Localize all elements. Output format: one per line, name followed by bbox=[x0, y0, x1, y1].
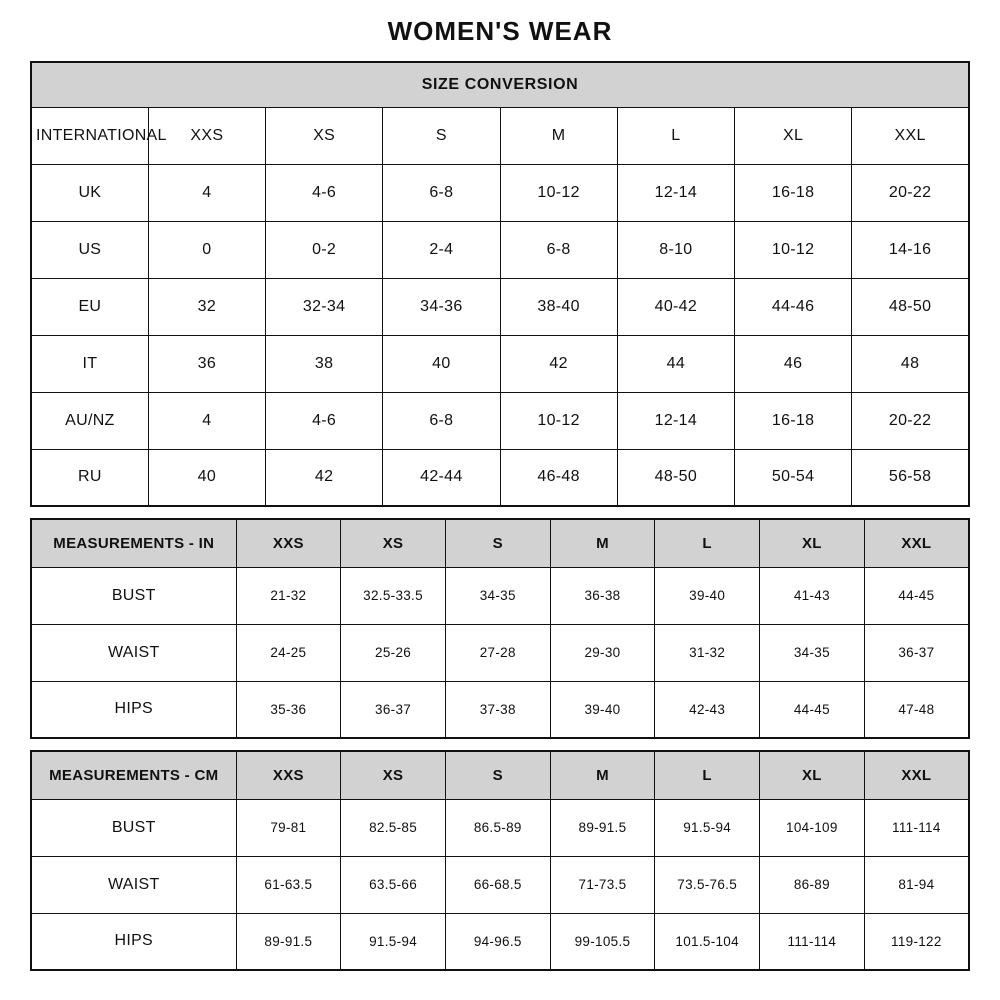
data-cell: 89-91.5 bbox=[236, 913, 341, 970]
row-label: BUST bbox=[31, 567, 236, 624]
data-cell: 63.5-66 bbox=[341, 856, 446, 913]
data-cell: 40 bbox=[383, 335, 500, 392]
data-cell: 42 bbox=[266, 449, 383, 506]
data-cell: 27-28 bbox=[445, 624, 550, 681]
data-cell: 66-68.5 bbox=[445, 856, 550, 913]
data-cell: 46 bbox=[735, 335, 852, 392]
table-row bbox=[31, 278, 969, 335]
column-header-xxs: XXS bbox=[236, 519, 341, 567]
table-row bbox=[31, 449, 969, 506]
data-cell: 14-16 bbox=[852, 221, 969, 278]
column-header-xl: XL bbox=[760, 751, 865, 799]
data-cell: 89-91.5 bbox=[550, 799, 655, 856]
data-cell: 42 bbox=[500, 335, 617, 392]
data-cell: 48 bbox=[852, 335, 969, 392]
column-header-s: S bbox=[445, 519, 550, 567]
column-header-m: M bbox=[550, 751, 655, 799]
page-title: WOMEN'S WEAR bbox=[387, 16, 613, 46]
header-row bbox=[31, 751, 969, 799]
data-cell: 4 bbox=[148, 164, 265, 221]
size-conversion-table bbox=[30, 61, 970, 507]
data-cell: 104-109 bbox=[760, 799, 865, 856]
data-cell: 40-42 bbox=[617, 278, 734, 335]
row-label: AU/NZ bbox=[31, 392, 148, 449]
data-cell: 20-22 bbox=[852, 164, 969, 221]
table-row bbox=[31, 913, 969, 970]
table-row bbox=[31, 567, 969, 624]
data-cell: 47-48 bbox=[864, 681, 969, 738]
data-cell: 94-96.5 bbox=[445, 913, 550, 970]
data-cell: 48-50 bbox=[852, 278, 969, 335]
data-cell: 36-38 bbox=[550, 567, 655, 624]
data-cell: 79-81 bbox=[236, 799, 341, 856]
data-cell: 82.5-85 bbox=[341, 799, 446, 856]
data-cell: 39-40 bbox=[550, 681, 655, 738]
column-header-m: M bbox=[550, 519, 655, 567]
column-header-xs: XS bbox=[341, 519, 446, 567]
data-cell: 31-32 bbox=[655, 624, 760, 681]
data-cell: 12-14 bbox=[617, 164, 734, 221]
data-cell: 10-12 bbox=[500, 392, 617, 449]
data-cell: 35-36 bbox=[236, 681, 341, 738]
row-label: RU bbox=[31, 449, 148, 506]
data-cell: 29-30 bbox=[550, 624, 655, 681]
row-label: UK bbox=[31, 164, 148, 221]
row-label: HIPS bbox=[31, 913, 236, 970]
data-cell: 44 bbox=[617, 335, 734, 392]
data-cell: 46-48 bbox=[500, 449, 617, 506]
data-cell: 4-6 bbox=[266, 164, 383, 221]
row-label: WAIST bbox=[31, 624, 236, 681]
table-row bbox=[31, 392, 969, 449]
row-label: BUST bbox=[31, 799, 236, 856]
data-cell: 34-35 bbox=[445, 567, 550, 624]
column-header-xxl: XXL bbox=[864, 519, 969, 567]
data-cell: 41-43 bbox=[760, 567, 865, 624]
column-header-measurements-cm: MEASUREMENTS - CM bbox=[31, 751, 236, 799]
column-header-l: L bbox=[617, 107, 734, 164]
data-cell: 71-73.5 bbox=[550, 856, 655, 913]
data-cell: 16-18 bbox=[735, 164, 852, 221]
data-cell: 44-45 bbox=[864, 567, 969, 624]
table-row bbox=[31, 221, 969, 278]
data-cell: 81-94 bbox=[864, 856, 969, 913]
column-header-s: S bbox=[383, 107, 500, 164]
header-row bbox=[31, 107, 969, 164]
data-cell: 32 bbox=[148, 278, 265, 335]
data-cell: 6-8 bbox=[500, 221, 617, 278]
table-row bbox=[31, 164, 969, 221]
data-cell: 24-25 bbox=[236, 624, 341, 681]
data-cell: 38-40 bbox=[500, 278, 617, 335]
data-cell: 34-36 bbox=[383, 278, 500, 335]
data-cell: 42-43 bbox=[655, 681, 760, 738]
size-conversion-title: SIZE CONVERSION bbox=[31, 62, 969, 107]
data-cell: 6-8 bbox=[383, 164, 500, 221]
data-cell: 73.5-76.5 bbox=[655, 856, 760, 913]
measurements-in-table bbox=[30, 518, 970, 739]
data-cell: 6-8 bbox=[383, 392, 500, 449]
column-header-xl: XL bbox=[735, 107, 852, 164]
table-row bbox=[31, 856, 969, 913]
row-label: US bbox=[31, 221, 148, 278]
column-header-xl: XL bbox=[760, 519, 865, 567]
data-cell: 99-105.5 bbox=[550, 913, 655, 970]
data-cell: 4 bbox=[148, 392, 265, 449]
data-cell: 119-122 bbox=[864, 913, 969, 970]
data-cell: 111-114 bbox=[864, 799, 969, 856]
column-header-international: INTERNATIONAL bbox=[31, 107, 148, 164]
measurements-in-body bbox=[31, 567, 969, 738]
table-row bbox=[31, 799, 969, 856]
column-header-l: L bbox=[655, 519, 760, 567]
data-cell: 36 bbox=[148, 335, 265, 392]
data-cell: 12-14 bbox=[617, 392, 734, 449]
data-cell: 91.5-94 bbox=[341, 913, 446, 970]
column-header-xxl: XXL bbox=[864, 751, 969, 799]
data-cell: 25-26 bbox=[341, 624, 446, 681]
data-cell: 61-63.5 bbox=[236, 856, 341, 913]
data-cell: 50-54 bbox=[735, 449, 852, 506]
row-label: EU bbox=[31, 278, 148, 335]
table-row bbox=[31, 335, 969, 392]
data-cell: 42-44 bbox=[383, 449, 500, 506]
data-cell: 39-40 bbox=[655, 567, 760, 624]
column-header-l: L bbox=[655, 751, 760, 799]
data-cell: 20-22 bbox=[852, 392, 969, 449]
data-cell: 48-50 bbox=[617, 449, 734, 506]
data-cell: 44-46 bbox=[735, 278, 852, 335]
data-cell: 32-34 bbox=[266, 278, 383, 335]
data-cell: 0 bbox=[148, 221, 265, 278]
data-cell: 38 bbox=[266, 335, 383, 392]
data-cell: 10-12 bbox=[500, 164, 617, 221]
data-cell: 111-114 bbox=[760, 913, 865, 970]
column-header-measurements-in: MEASUREMENTS - IN bbox=[31, 519, 236, 567]
table-row bbox=[31, 681, 969, 738]
data-cell: 44-45 bbox=[760, 681, 865, 738]
data-cell: 0-2 bbox=[266, 221, 383, 278]
column-header-s: S bbox=[445, 751, 550, 799]
column-header-xs: XS bbox=[341, 751, 446, 799]
column-header-xxl: XXL bbox=[852, 107, 969, 164]
data-cell: 34-35 bbox=[760, 624, 865, 681]
column-header-m: M bbox=[500, 107, 617, 164]
measurements-in-head bbox=[31, 519, 969, 567]
data-cell: 40 bbox=[148, 449, 265, 506]
column-header-xs: XS bbox=[266, 107, 383, 164]
data-cell: 36-37 bbox=[864, 624, 969, 681]
data-cell: 91.5-94 bbox=[655, 799, 760, 856]
row-label: HIPS bbox=[31, 681, 236, 738]
row-label: IT bbox=[31, 335, 148, 392]
data-cell: 16-18 bbox=[735, 392, 852, 449]
column-header-xxs: XXS bbox=[148, 107, 265, 164]
size-conversion-head bbox=[31, 62, 969, 164]
column-header-xxs: XXS bbox=[236, 751, 341, 799]
data-cell: 32.5-33.5 bbox=[341, 567, 446, 624]
data-cell: 2-4 bbox=[383, 221, 500, 278]
measurements-cm-body bbox=[31, 799, 969, 970]
data-cell: 8-10 bbox=[617, 221, 734, 278]
data-cell: 36-37 bbox=[341, 681, 446, 738]
data-cell: 86-89 bbox=[760, 856, 865, 913]
data-cell: 10-12 bbox=[735, 221, 852, 278]
data-cell: 101.5-104 bbox=[655, 913, 760, 970]
table-row bbox=[31, 624, 969, 681]
header-row bbox=[31, 519, 969, 567]
data-cell: 21-32 bbox=[236, 567, 341, 624]
measurements-cm-head bbox=[31, 751, 969, 799]
size-conversion-body bbox=[31, 164, 969, 506]
data-cell: 4-6 bbox=[266, 392, 383, 449]
data-cell: 86.5-89 bbox=[445, 799, 550, 856]
table-title-row bbox=[31, 62, 969, 107]
data-cell: 56-58 bbox=[852, 449, 969, 506]
row-label: WAIST bbox=[31, 856, 236, 913]
data-cell: 37-38 bbox=[445, 681, 550, 738]
measurements-cm-table bbox=[30, 750, 970, 971]
